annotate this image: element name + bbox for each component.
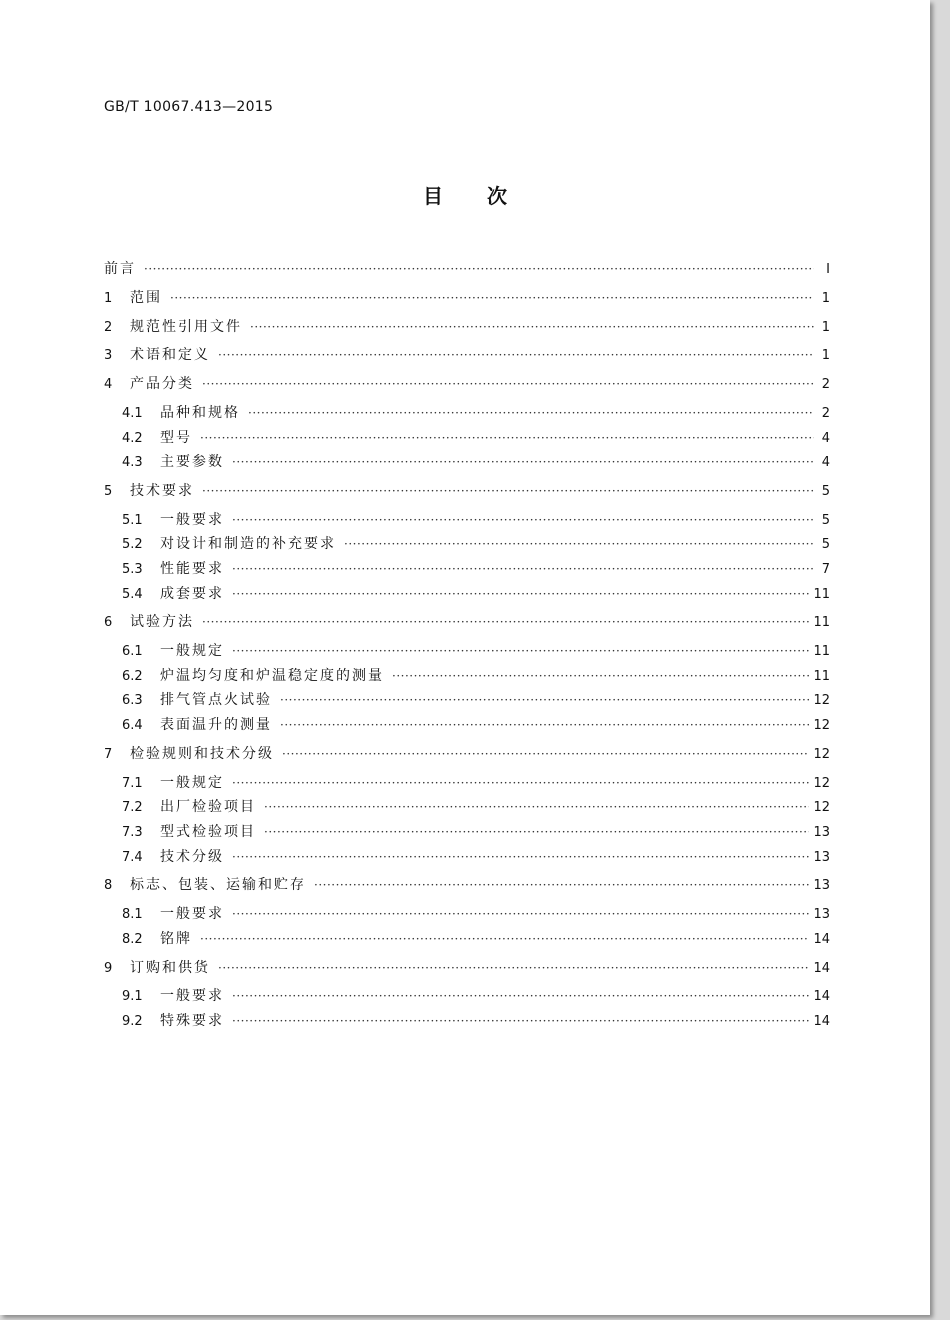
toc-page: 11 [813,644,830,659]
toc-leader [144,262,814,276]
toc-entry-preface[interactable] [104,258,830,278]
toc-entry-6-1[interactable] [122,640,830,660]
toc-label: 一般要求 [160,512,224,528]
toc-number: 9 [104,961,113,976]
toc-label: 品种和规格 [160,405,240,421]
toc-label: 成套要求 [160,586,224,602]
toc-number: 7 [104,747,113,762]
toc-entry-4-3[interactable] [122,451,830,471]
page-title: 目次 [423,184,551,208]
toc-page: 12 [813,718,830,733]
toc-entry-9-1[interactable] [122,985,830,1005]
toc-label: 一般规定 [160,643,224,659]
toc-leader [232,850,809,864]
toc-label: 表面温升的测量 [160,717,272,733]
toc-page: 1 [821,291,830,306]
toc-label: 性能要求 [160,561,224,577]
toc-label: 一般规定 [160,775,224,791]
toc-entry-6-2[interactable] [122,665,830,685]
toc-number: 6.4 [122,718,143,733]
toc-number: 7.4 [122,850,143,865]
toc-leader [280,718,809,732]
toc-label: 型号 [160,430,192,446]
toc-label: 型式检验项目 [160,824,256,840]
toc-page: 12 [813,800,830,815]
toc-leader [170,291,814,305]
toc-leader [248,406,814,420]
toc-page: 4 [821,431,830,446]
toc-number: 1 [104,291,113,306]
toc-entry-8[interactable] [104,874,830,894]
toc-leader [232,776,809,790]
toc-label: 规范性引用文件 [130,319,242,335]
toc-number: 4.1 [122,406,143,421]
toc-entry-7[interactable] [104,743,830,763]
toc-number: 9.2 [122,1014,143,1029]
toc-number: 7.1 [122,776,143,791]
toc-leader [232,513,814,527]
toc-page: 14 [813,1014,830,1029]
toc-label: 技术分级 [160,849,224,865]
toc-leader [200,932,809,946]
toc-number: 4 [104,377,113,392]
toc-label: 出厂检验项目 [160,799,256,815]
toc-entry-7-1[interactable] [122,772,830,792]
toc-leader [264,800,809,814]
toc-entry-4[interactable] [104,373,830,393]
toc-page: 13 [813,907,830,922]
toc-entry-6-4[interactable] [122,714,830,734]
toc-label: 技术要求 [130,483,194,499]
toc-entry-2[interactable] [104,316,830,336]
toc-page: 5 [821,513,830,528]
toc-entry-9-2[interactable] [122,1010,830,1030]
toc-leader [232,587,809,601]
toc-label: 排气管点火试验 [160,692,272,708]
toc-entry-5-3[interactable] [122,558,830,578]
toc-leader [250,320,814,334]
toc-label: 标志、包装、运输和贮存 [130,877,306,893]
toc-entry-4-2[interactable] [122,427,830,447]
toc-entry-6-3[interactable] [122,689,830,709]
toc-entry-7-4[interactable] [122,846,830,866]
toc-number: 7.2 [122,800,143,815]
toc-number: 5.3 [122,562,143,577]
toc-page: 14 [813,932,830,947]
toc-number: 6.3 [122,693,143,708]
toc-page: 12 [813,747,830,762]
toc-label: 前言 [104,261,136,277]
toc-page: 4 [821,455,830,470]
toc-entry-8-2[interactable] [122,928,830,948]
toc-number: 6.1 [122,644,143,659]
toc-label: 范围 [130,290,162,306]
toc-number: 6.2 [122,669,143,684]
toc-label: 主要参数 [160,454,224,470]
toc-number: 2 [104,320,113,335]
toc-page: 12 [813,693,830,708]
toc-page: 13 [813,850,830,865]
toc-entry-5-1[interactable] [122,509,830,529]
toc-entry-5-4[interactable] [122,583,830,603]
toc-label: 一般要求 [160,906,224,922]
toc-label: 一般要求 [160,988,224,1004]
toc-label: 对设计和制造的补充要求 [160,536,336,552]
toc-leader [344,537,814,551]
toc-label: 检验规则和技术分级 [130,746,274,762]
toc-leader [232,644,809,658]
toc-page: 14 [813,961,830,976]
toc-number: 5.2 [122,537,143,552]
toc-page: 13 [813,878,830,893]
toc-leader [392,669,809,683]
toc-page: 11 [813,587,830,602]
toc-leader [264,825,809,839]
toc-number: 8.2 [122,932,143,947]
toc-leader [218,348,814,362]
toc-leader [232,1014,809,1028]
toc-label: 铭牌 [160,931,192,947]
toc-page: 2 [821,377,830,392]
toc-page: Ⅰ [826,262,830,277]
toc-leader [200,431,814,445]
toc-number: 6 [104,615,113,630]
toc-number: 8.1 [122,907,143,922]
toc-number: 4.2 [122,431,143,446]
toc-number: 8 [104,878,113,893]
toc-page: 7 [821,562,830,577]
toc-leader [282,747,809,761]
toc-number: 9.1 [122,989,143,1004]
toc-entry-1[interactable] [104,287,830,307]
toc-entry-7-2[interactable] [122,796,830,816]
toc-page: 13 [813,825,830,840]
toc-number: 3 [104,348,113,363]
toc-page: 5 [821,537,830,552]
toc-leader [202,377,814,391]
toc-page: 11 [813,669,830,684]
toc-label: 炉温均匀度和炉温稳定度的测量 [160,668,384,684]
toc-leader [232,562,814,576]
toc-number: 7.3 [122,825,143,840]
toc-label: 订购和供货 [130,960,210,976]
toc-leader [232,455,814,469]
toc-leader [232,989,809,1003]
toc-leader [202,484,814,498]
toc-page: 12 [813,776,830,791]
standard-code: GB/T 10067.413—2015 [104,99,274,115]
toc-page: 2 [821,406,830,421]
toc-page: 11 [813,615,830,630]
toc-page: 14 [813,989,830,1004]
toc-leader [232,907,809,921]
toc-entry-7-3[interactable] [122,821,830,841]
toc-label: 试验方法 [130,614,194,630]
toc-leader [202,615,809,629]
toc-label: 产品分类 [130,376,194,392]
toc-entry-5[interactable] [104,480,830,500]
toc-leader [314,878,809,892]
toc-page: 1 [821,348,830,363]
toc-entry-3[interactable] [104,344,830,364]
toc-entry-4-1[interactable] [122,402,830,422]
toc-entry-9[interactable] [104,957,830,977]
toc-entry-6[interactable] [104,611,830,631]
toc-page: 1 [821,320,830,335]
toc-entry-8-1[interactable] [122,903,830,923]
toc-label: 术语和定义 [130,347,210,363]
toc-number: 5.1 [122,513,143,528]
toc-leader [280,693,809,707]
toc-leader [218,961,809,975]
toc-label: 特殊要求 [160,1013,224,1029]
toc-page: 5 [821,484,830,499]
toc-number: 5 [104,484,113,499]
toc-entry-5-2[interactable] [122,533,830,553]
toc-number: 5.4 [122,587,143,602]
toc-number: 4.3 [122,455,143,470]
